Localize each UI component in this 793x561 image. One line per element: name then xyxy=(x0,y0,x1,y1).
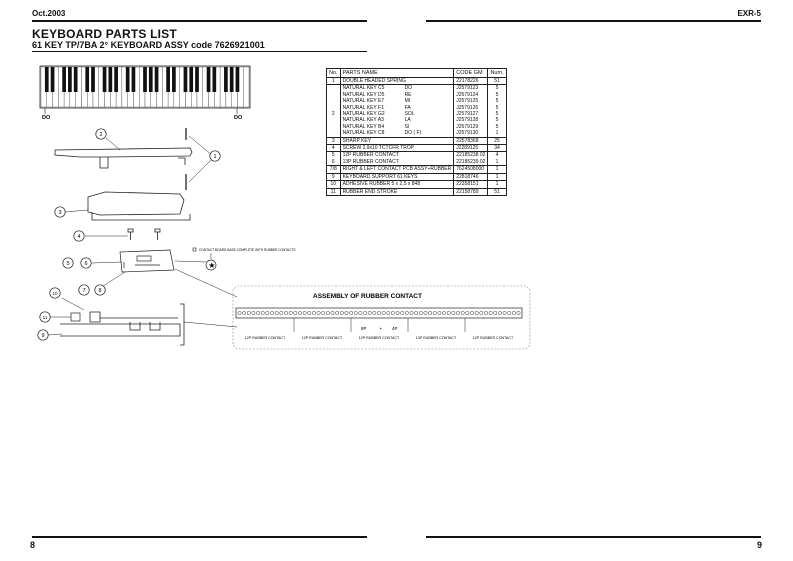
cell-code: 7624508000 xyxy=(454,166,488,173)
white-key xyxy=(243,67,249,107)
rubber-contact-dot xyxy=(410,311,413,314)
cell-code: 22818746 xyxy=(454,173,488,180)
cell-no: 2 xyxy=(327,111,341,117)
cell-no: 5 xyxy=(327,152,341,159)
cell-no: 1 xyxy=(327,78,341,85)
rubber-contact-dot xyxy=(340,311,343,314)
part-name: RIGHT & LEFT CONTACT PCB ASSY+RUBBER xyxy=(342,166,452,173)
cell-qty: 5 xyxy=(488,117,506,123)
black-key xyxy=(195,67,199,92)
rubber-contact-dot xyxy=(494,311,497,314)
part-name: NATURAL KEY G2 xyxy=(342,111,385,118)
rubber-contact-dot xyxy=(452,311,455,314)
cell-code: 22185238 02 xyxy=(454,152,488,159)
cell-no: 11 xyxy=(327,188,341,195)
rubber-contact-dot xyxy=(396,311,399,314)
black-key xyxy=(51,67,55,92)
part-name: SHARP KEY xyxy=(342,137,372,144)
do-right-label: DO xyxy=(234,115,243,121)
rubber-contact-dot xyxy=(424,311,427,314)
solfege-note: DO xyxy=(404,85,413,92)
rubber-contact-dot xyxy=(242,311,245,314)
cell-code: 22178226 xyxy=(454,78,488,85)
rubber-contact-dot xyxy=(387,311,390,314)
keyboard-top-view xyxy=(40,66,250,121)
rubber-contact-dot xyxy=(266,311,269,314)
keyboard-support-frame xyxy=(60,304,184,345)
rubber-contact-dot xyxy=(261,311,264,314)
part-name: 13P RUBBER CONTACT xyxy=(342,158,399,165)
rubber-contact-dot xyxy=(359,311,362,314)
rubber-contact-assembly xyxy=(233,286,530,349)
star-icon: ★ xyxy=(208,260,216,270)
part-name: ADHESIVE RUBBER 5 x 2,5 x 848 xyxy=(342,181,421,188)
col-name: PARTS NAME xyxy=(340,69,454,78)
star-note-label: CONTACT BOARD BASE COMPLETE WITH RUBBER CONTACTS xyxy=(199,248,296,252)
cell-qty: 1 xyxy=(488,181,506,188)
cell-qty: 34 xyxy=(488,145,506,152)
cell-code: J2579128 xyxy=(454,117,488,123)
callout-number: 7 xyxy=(82,287,86,294)
rubber-contact-label: 12P RUBBER CONTACT xyxy=(472,336,514,340)
rubber-contact-label: 13P RUBBER CONTACT xyxy=(415,336,457,340)
rubber-contact-dot xyxy=(363,311,366,314)
rubber-contact-dot xyxy=(354,311,357,314)
part-name: SCREW 2.9x10 TCTCFR TROP xyxy=(342,145,415,152)
black-key xyxy=(62,67,66,92)
rubber-contact-dot xyxy=(489,311,492,314)
part-name: 12P RUBBER CONTACT xyxy=(342,152,399,159)
part-name: DOUBLE HEADED SPRING xyxy=(342,78,406,84)
page-number-left: 8 xyxy=(30,540,36,550)
callout-number: 4 xyxy=(77,233,81,240)
cell-qty: 4 xyxy=(488,152,506,159)
callout-number: 6 xyxy=(84,260,88,267)
rubber-contact-dot xyxy=(512,311,515,314)
rubber-contact-dot xyxy=(289,311,292,314)
black-key xyxy=(45,67,49,92)
rubber-contact-dot xyxy=(280,311,283,314)
cell-qty: 5 xyxy=(488,124,506,130)
rubber-contact-dot xyxy=(480,311,483,314)
black-key xyxy=(103,67,107,92)
rubber-contact-dot xyxy=(517,311,520,314)
rubber-contact-dot xyxy=(433,311,436,314)
cell-qty: 51 xyxy=(488,188,506,195)
black-key xyxy=(68,67,72,92)
callout-number: 2 xyxy=(99,131,103,138)
rubber-contact-dot xyxy=(428,311,431,314)
rubber-contact-dot xyxy=(475,311,478,314)
black-key xyxy=(74,67,78,92)
rubber-contact-dot xyxy=(252,311,255,314)
callout-number: 9 xyxy=(41,332,45,339)
rubber-contact-dot xyxy=(373,311,376,314)
part-name: KEYBOARD SUPPORT 61 KEYS xyxy=(342,173,418,180)
cell-code: 22358151 xyxy=(454,181,488,188)
rubber-contact-dot xyxy=(456,311,459,314)
cell-code: J2579126 xyxy=(454,105,488,111)
cell-qty: 1 xyxy=(488,166,506,173)
black-key xyxy=(149,67,153,92)
rubber-contact-dot xyxy=(447,311,450,314)
rubber-contact-dot xyxy=(247,311,250,314)
cell-code: J2579124 xyxy=(454,92,488,98)
part-name: RUBBER END STROKE xyxy=(342,188,398,195)
black-key xyxy=(108,67,112,92)
black-key xyxy=(189,67,193,92)
cell-code: J2579127 xyxy=(454,111,488,117)
rubber-contact-dot xyxy=(419,311,422,314)
rubber-contact-label: 12P RUBBER CONTACT xyxy=(301,336,343,340)
rubber-contact-dot xyxy=(326,311,329,314)
mark-8p: 8P xyxy=(361,326,367,331)
screw-icon xyxy=(128,229,160,240)
mark-dot: • xyxy=(380,326,382,331)
rubber-contact-dot xyxy=(322,311,325,314)
cell-qty: 5 xyxy=(488,111,506,117)
header-date: Oct.2003 xyxy=(32,9,66,18)
cell-code: 22578368 xyxy=(454,137,488,144)
rubber-contact-label: 12P RUBBER CONTACT xyxy=(358,336,400,340)
black-key xyxy=(207,67,211,92)
rubber-contact-dot xyxy=(466,311,469,314)
black-key xyxy=(85,67,89,92)
cell-qty: 1 xyxy=(488,130,506,137)
callout-number: 10 xyxy=(52,290,58,296)
cell-code: J2579125 xyxy=(454,98,488,104)
rubber-contact-dot xyxy=(391,311,394,314)
cell-code: J2579129 xyxy=(454,124,488,130)
rubber-contact-dot xyxy=(345,311,348,314)
solfege-note: SOL xyxy=(404,111,415,118)
solfege-note: MI xyxy=(404,98,411,105)
solfege-note: RE xyxy=(404,91,412,98)
rubber-contact-dot xyxy=(401,311,404,314)
rubber-contact-dot xyxy=(294,311,297,314)
part-name: NATURAL KEY D5 xyxy=(342,91,385,98)
callout-number: 3 xyxy=(58,209,62,216)
solfege-note: FA xyxy=(404,104,411,111)
cell-qty: 5 xyxy=(488,92,506,98)
cell-no: 6 xyxy=(327,159,341,166)
mark-4p: 4P xyxy=(392,326,398,331)
rubber-contact-dot xyxy=(331,311,334,314)
rubber-contact-dot xyxy=(415,311,418,314)
black-key xyxy=(132,67,136,92)
cell-qty: 5 xyxy=(488,98,506,104)
rubber-contact-dot xyxy=(382,311,385,314)
do-left-label: DO xyxy=(42,115,51,121)
rubber-contact-dot xyxy=(470,311,473,314)
part-name: NATURAL KEY F1 xyxy=(342,104,384,111)
rubber-contact-dot xyxy=(461,311,464,314)
page-title: KEYBOARD PARTS LIST xyxy=(32,27,177,41)
rubber-contact-dot xyxy=(298,311,301,314)
part-name: NATURAL KEY C8 xyxy=(342,130,385,137)
solfege-note: SI xyxy=(404,123,410,130)
rubber-contact-label: 12P RUBBER CONTACT xyxy=(244,336,286,340)
part-name: NATURAL KEY B4 xyxy=(342,123,385,130)
rubber-contact-dot xyxy=(275,311,278,314)
cell-no: 4 xyxy=(327,145,341,152)
black-key xyxy=(212,67,216,92)
black-key xyxy=(236,67,240,92)
black-key xyxy=(91,67,95,92)
cell-no: 3 xyxy=(327,137,341,144)
rubber-contact-dot xyxy=(284,311,287,314)
col-num: Num. xyxy=(488,69,506,78)
part-name: NATURAL KEY A3 xyxy=(342,117,384,124)
solfege-note: LA xyxy=(404,117,411,124)
contact-board xyxy=(120,250,174,272)
rubber-contact-dot xyxy=(405,311,408,314)
rubber-contact-dot xyxy=(368,311,371,314)
cell-code: 22158789 xyxy=(454,188,488,195)
solfege-note: DO ( F) xyxy=(404,130,422,137)
callout-number: 11 xyxy=(42,314,48,320)
rubber-contact-dot xyxy=(256,311,259,314)
rubber-contact-dot xyxy=(503,311,506,314)
rubber-contact-dot xyxy=(270,311,273,314)
cell-qty: 5 xyxy=(488,85,506,92)
cell-no: 7/8 xyxy=(327,166,341,173)
black-key xyxy=(143,67,147,92)
callout-number: 8 xyxy=(98,287,102,294)
cell-qty: 1 xyxy=(488,159,506,166)
callout-circles xyxy=(38,129,220,340)
cell-code: J2579130 xyxy=(454,130,488,137)
cell-no: 10 xyxy=(327,181,341,188)
rubber-contact-dot xyxy=(484,311,487,314)
black-key xyxy=(114,67,118,92)
rubber-contact-dot xyxy=(312,311,315,314)
natural-key-side-view xyxy=(55,148,192,168)
rubber-contact-dot xyxy=(442,311,445,314)
rubber-contact-dot xyxy=(335,311,338,314)
rubber-contact-dot xyxy=(498,311,501,314)
cell-code: J2579123 xyxy=(454,85,488,92)
page-subtitle: 61 KEY TP/7BA 2° KEYBOARD ASSY code 7626921001 xyxy=(32,40,265,50)
footer-rule-right xyxy=(426,536,761,538)
sharp-key-side-view xyxy=(88,192,190,220)
rubber-contact-dot xyxy=(349,311,352,314)
rubber-contact-dot xyxy=(308,311,311,314)
rubber-contact-dot xyxy=(238,311,241,314)
cell-no: 9 xyxy=(327,173,341,180)
page-number-right: 9 xyxy=(757,540,763,550)
header-model: EXR-5 xyxy=(737,9,761,18)
black-key xyxy=(230,67,234,92)
cell-qty: 1 xyxy=(488,173,506,180)
rubber-contact-dot xyxy=(377,311,380,314)
rubber-contact-dot xyxy=(317,311,320,314)
footer-rule-left xyxy=(32,536,367,538)
black-key xyxy=(155,67,159,92)
rubber-contact-dot xyxy=(303,311,306,314)
black-key xyxy=(172,67,176,92)
star-note-marker xyxy=(193,248,296,270)
col-code: CODE GM xyxy=(454,69,488,78)
cell-qty: 5 xyxy=(488,105,506,111)
assembly-title: ASSEMBLY OF RUBBER CONTACT xyxy=(313,293,422,300)
rubber-contact-dot xyxy=(438,311,441,314)
rubber-contact-dot xyxy=(508,311,511,314)
black-key xyxy=(126,67,130,92)
part-name: NATURAL KEY C5 xyxy=(342,85,385,92)
cell-qty: 25 xyxy=(488,137,506,144)
black-key xyxy=(224,67,228,92)
part-name: NATURAL KEY E7 xyxy=(342,98,385,105)
callout-number: 5 xyxy=(66,260,70,267)
callout-number: 1 xyxy=(213,153,217,160)
cell-qty: 51 xyxy=(488,78,506,85)
cell-code: 22185239 02 xyxy=(454,159,488,166)
black-key xyxy=(166,67,170,92)
col-no: No. xyxy=(327,69,341,78)
cell-code: J2289125 xyxy=(454,145,488,152)
black-key xyxy=(184,67,188,92)
